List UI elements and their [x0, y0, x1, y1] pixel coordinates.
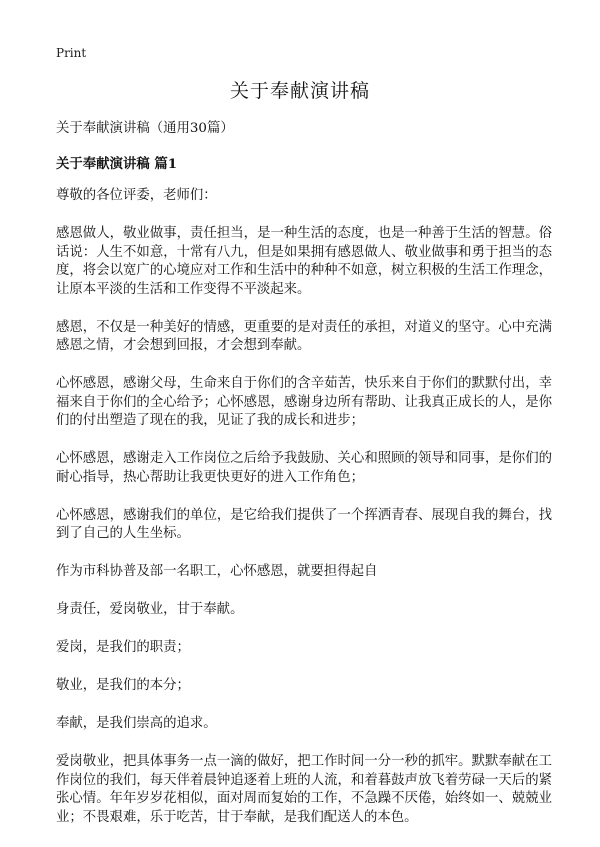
paragraph: 爱岗，是我们的职责； — [56, 640, 190, 655]
paragraph: 身责任，爱岗敬业，甘于奉献。 — [56, 602, 244, 617]
page-title: 关于奉献演讲稿 — [229, 80, 370, 102]
paragraph: 心怀感恩，感谢我们的单位，是它给我们提供了一个挥洒青春、展现自我的舞台，找到了自己的人生坐标。 — [56, 507, 552, 541]
paragraph: 敬业，是我们的本分； — [56, 678, 190, 693]
paragraph: 心怀感恩，感谢父母，生命来自于你们的含辛茹苦，快乐来自于你们的默默付出，幸福来自于你们的全心给予；心怀感恩，感谢身边所有帮助、让我真正成长的人，是你们的付出塑造了现在的我，见证了我的成长和进步； — [56, 376, 552, 428]
paragraph: 感恩，不仅是一种美好的情感，更重要的是对责任的承担，对道义的坚守。心中充满感恩之情，才会想到回报，才会想到奉献。 — [56, 319, 552, 353]
paragraph: 心怀感恩，感谢走入工作岗位之后给予我鼓励、关心和照顾的领导和同事，是你们的耐心指导，热心帮助让我更快更好的进入工作角色； — [56, 451, 552, 485]
paragraph-greeting: 尊敬的各位评委，老师们： — [56, 188, 217, 203]
paragraph: 奉献，是我们崇高的追求。 — [56, 716, 217, 731]
document-subtitle: 关于奉献演讲稿（通用30篇） — [56, 121, 234, 136]
print-link[interactable]: Print — [56, 46, 87, 60]
paragraph: 作为市科协普及部一名职工，心怀感恩，就要担得起自 — [56, 564, 378, 579]
document-body — [56, 120, 552, 847]
paragraph: 感恩做人，敬业做事，责任担当，是一种生活的态度，也是一种善于生活的智慧。俗话说：人生不如意，十常有八九，但是如果拥有感恩做人、敬业做事和勇于担当的态度，将会以宽广的心境应对工作和生活中的种种不如意，树立积极的生活工作理念，让原本平淡的生活和工作变得不平淡起来。 — [56, 226, 552, 297]
paragraph: 爱岗敬业，把具体事务一点一滴的做好，把工作时间一分一秒的抓牢。默默奉献在工作岗位的我们，每天伴着晨钟追逐着上班的人流，和着暮鼓声放飞着劳碌一天后的紧张心情。年年岁岁花相似，面对周而复始的工作，不急躁不厌倦，始终如一、兢兢业业；不畏艰难，乐于吃苦，甘于奉献，是我们配送人的本色。 — [56, 754, 552, 825]
section-heading: 关于奉献演讲稿 篇1 — [56, 155, 178, 172]
